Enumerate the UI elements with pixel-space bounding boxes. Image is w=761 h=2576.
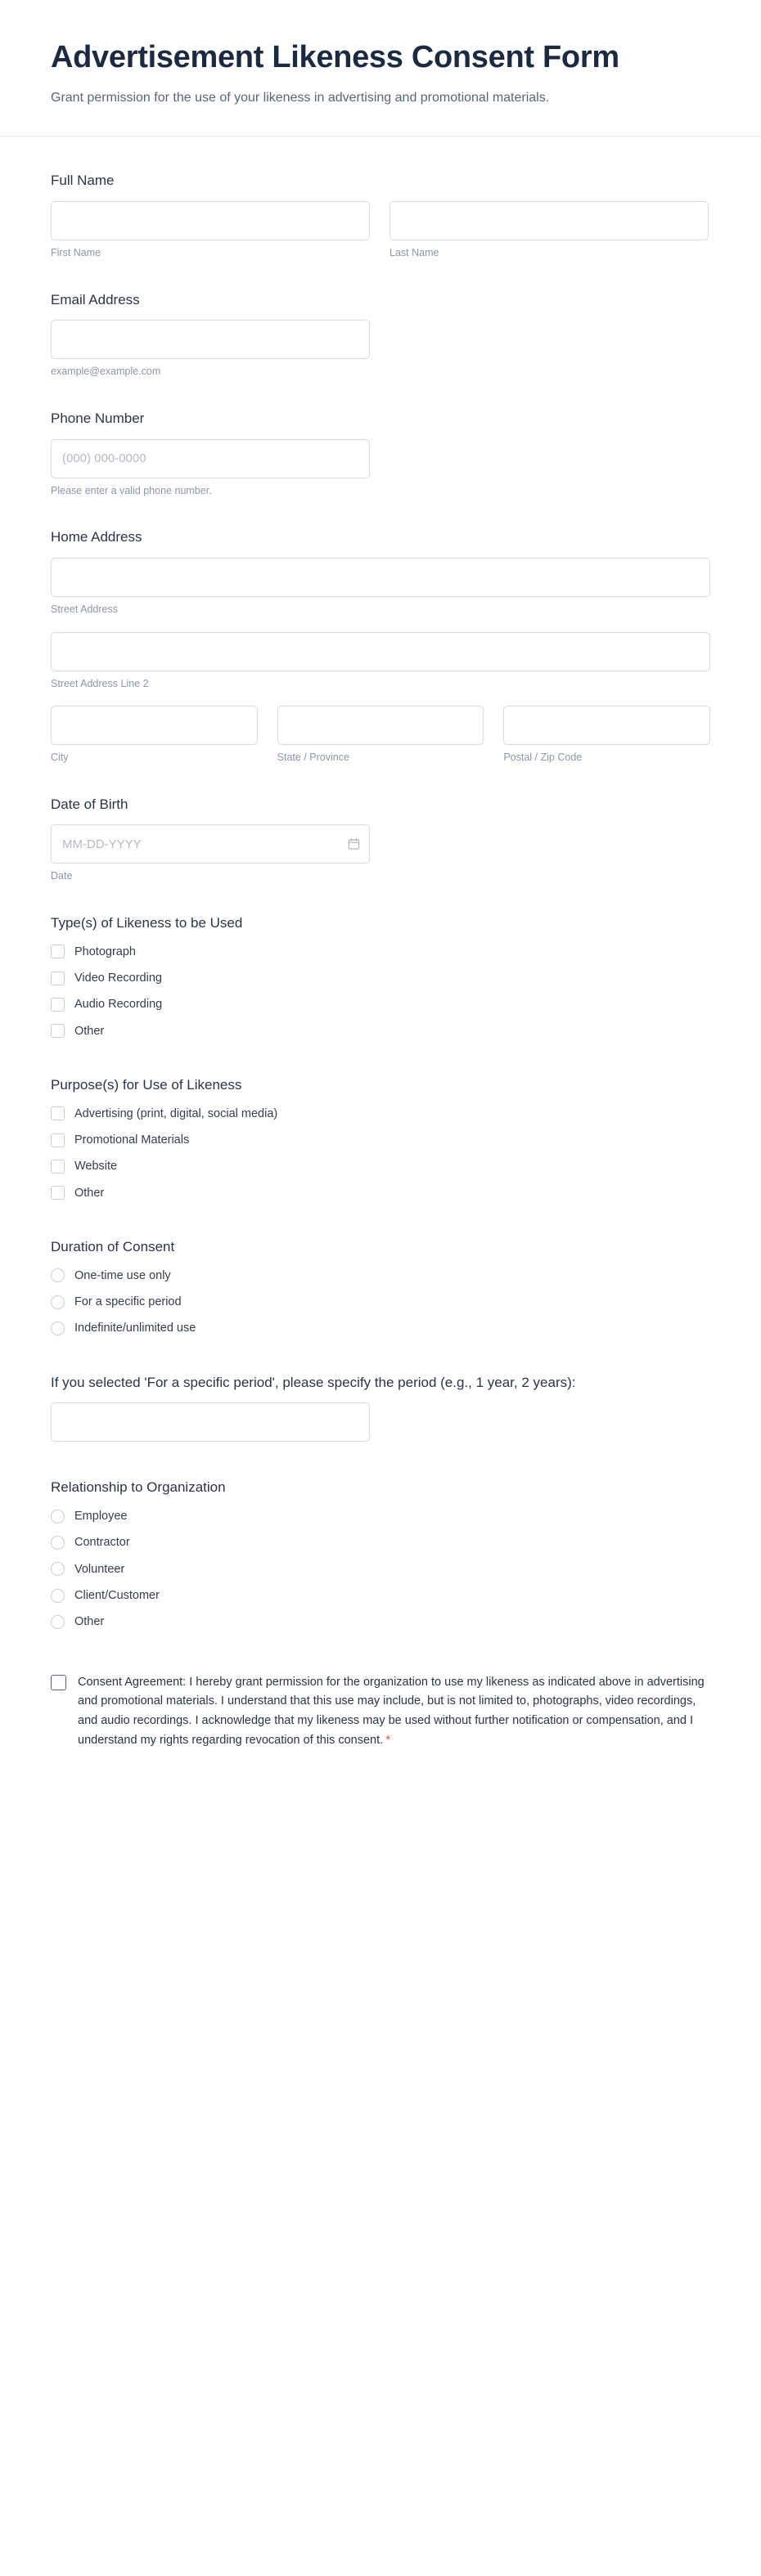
- checkbox-icon[interactable]: [51, 998, 65, 1012]
- field-email: [51, 290, 710, 379]
- checkbox-icon[interactable]: [51, 972, 65, 985]
- field-specific-period: [51, 1373, 710, 1443]
- checkbox-label: Promotional Materials: [74, 1133, 190, 1147]
- postal-group: [503, 706, 710, 765]
- last-name-sublabel: Last Name: [390, 247, 439, 259]
- email-input[interactable]: [51, 320, 370, 359]
- relationship-options: [51, 1508, 710, 1630]
- radio-icon[interactable]: [51, 1510, 65, 1524]
- checkbox-label: Advertising (print, digital, social media): [74, 1106, 278, 1120]
- checkbox-label: Video Recording: [74, 971, 162, 985]
- specific-period-input[interactable]: [51, 1402, 370, 1442]
- checkbox-icon[interactable]: [51, 1133, 65, 1147]
- radio-label: Employee: [74, 1510, 128, 1524]
- likeness-types-label: Type(s) of Likeness to be Used: [51, 914, 243, 931]
- date-of-birth-label: Date of Birth: [51, 796, 128, 812]
- radio-option-specific-period[interactable]: [51, 1294, 710, 1310]
- purposes-label: Purpose(s) for Use of Likeness: [51, 1076, 242, 1093]
- relationship-label: Relationship to Organization: [51, 1479, 226, 1496]
- radio-label: Other: [74, 1615, 105, 1629]
- radio-option-employee[interactable]: [51, 1508, 710, 1524]
- street-address-input[interactable]: [51, 558, 710, 597]
- full-name-row: [51, 201, 710, 261]
- date-of-birth-group: [51, 824, 370, 864]
- first-name-sublabel: First Name: [51, 247, 101, 259]
- last-name-group: [390, 201, 709, 261]
- checkbox-icon[interactable]: [51, 1160, 65, 1174]
- radio-label: Volunteer: [74, 1562, 125, 1576]
- field-duration: [51, 1237, 710, 1337]
- street-address-2-group: [51, 632, 710, 692]
- phone-sublabel: Please enter a valid phone number.: [51, 484, 212, 496]
- field-purposes: [51, 1075, 710, 1201]
- state-group: [277, 706, 484, 765]
- checkbox-option-other[interactable]: [51, 1023, 710, 1039]
- specific-period-group: [51, 1402, 370, 1442]
- radio-label: Contractor: [74, 1536, 130, 1550]
- phone-input[interactable]: [51, 439, 370, 478]
- checkbox-option-photograph[interactable]: [51, 944, 710, 960]
- radio-icon[interactable]: [51, 1536, 65, 1550]
- full-name-label: Full Name: [51, 173, 115, 189]
- radio-icon[interactable]: [51, 1615, 65, 1629]
- email-label: Email Address: [51, 291, 140, 307]
- radio-option-client-customer[interactable]: [51, 1587, 710, 1604]
- city-sublabel: City: [51, 752, 69, 764]
- field-relationship: [51, 1478, 710, 1630]
- calendar-icon[interactable]: [348, 838, 360, 850]
- radio-label: Indefinite/unlimited use: [74, 1322, 196, 1335]
- checkbox-option-website[interactable]: [51, 1158, 710, 1174]
- radio-option-contractor[interactable]: [51, 1534, 710, 1551]
- radio-label: One-time use only: [74, 1268, 171, 1282]
- duration-options: [51, 1268, 710, 1337]
- radio-option-relationship-other[interactable]: [51, 1613, 710, 1630]
- checkbox-label: Other: [74, 1024, 105, 1038]
- city-state-zip-row: [51, 706, 710, 765]
- checkbox-option-audio-recording[interactable]: [51, 996, 710, 1012]
- form-body: [0, 137, 761, 1799]
- home-address-label: Home Address: [51, 529, 142, 545]
- page-title: Advertisement Likeness Consent Form: [51, 40, 619, 74]
- radio-option-one-time-use[interactable]: [51, 1268, 710, 1284]
- street-address-group: [51, 558, 710, 617]
- purposes-options: [51, 1106, 710, 1201]
- street-address-sublabel: Street Address: [51, 604, 118, 616]
- first-name-input[interactable]: [51, 201, 370, 240]
- date-of-birth-input[interactable]: [51, 824, 370, 864]
- checkbox-icon[interactable]: [51, 1024, 65, 1038]
- field-likeness-types: [51, 913, 710, 1039]
- likeness-types-options: [51, 944, 710, 1039]
- radio-icon[interactable]: [51, 1589, 65, 1603]
- radio-option-indefinite-use[interactable]: [51, 1320, 710, 1336]
- city-input[interactable]: [51, 706, 258, 745]
- phone-group: [51, 439, 370, 499]
- field-full-name: [51, 171, 710, 260]
- city-group: [51, 706, 258, 765]
- first-name-group: [51, 201, 370, 261]
- radio-icon[interactable]: [51, 1295, 65, 1309]
- checkbox-option-promotional-materials[interactable]: [51, 1132, 710, 1148]
- state-province-input[interactable]: [277, 706, 484, 745]
- date-of-birth-sublabel: Date: [51, 870, 73, 882]
- checkbox-option-video-recording[interactable]: [51, 970, 710, 986]
- radio-label: Client/Customer: [74, 1589, 160, 1603]
- specific-period-label: If you selected 'For a specific period', please specify the period (e.g., 1 year, 2 years):: [51, 1374, 576, 1390]
- checkbox-label: Website: [74, 1160, 118, 1174]
- state-province-sublabel: State / Province: [277, 752, 349, 764]
- checkbox-icon[interactable]: [51, 1186, 65, 1200]
- field-home-address: [51, 527, 710, 765]
- consent-agreement-text: Consent Agreement: I hereby grant permission for the organization to use my likeness as indicated above in advertising and promotional materials. I understand that this use may include, but is not limited to, photographs, video recordings, and audio recordings. I acknowledge that my likeness may be used without further notification or compensation, and I understand my rights regarding revocation of this consent.: [78, 1675, 705, 1748]
- consent-checkbox-icon[interactable]: [51, 1675, 66, 1690]
- checkbox-option-purpose-other[interactable]: [51, 1185, 710, 1201]
- street-address-2-sublabel: Street Address Line 2: [51, 677, 149, 689]
- checkbox-label: Photograph: [74, 945, 136, 958]
- consent-agreement-text-wrap: [78, 1673, 709, 1751]
- checkbox-label: Audio Recording: [74, 998, 163, 1012]
- field-phone: [51, 409, 710, 498]
- checkbox-icon[interactable]: [51, 1106, 65, 1120]
- radio-icon[interactable]: [51, 1562, 65, 1576]
- checkbox-label: Other: [74, 1186, 105, 1200]
- email-group: [51, 320, 370, 379]
- postal-code-input[interactable]: [503, 706, 710, 745]
- radio-option-volunteer[interactable]: [51, 1561, 710, 1577]
- duration-label: Duration of Consent: [51, 1238, 175, 1254]
- field-date-of-birth: [51, 795, 710, 884]
- consent-agreement[interactable]: [51, 1673, 710, 1751]
- radio-icon[interactable]: [51, 1322, 65, 1335]
- checkbox-icon[interactable]: [51, 945, 65, 958]
- checkbox-option-advertising[interactable]: [51, 1106, 710, 1122]
- last-name-input[interactable]: [390, 201, 709, 240]
- email-sublabel: example@example.com: [51, 366, 161, 378]
- form-header: [0, 0, 761, 137]
- phone-label: Phone Number: [51, 410, 145, 426]
- street-address-2-input[interactable]: [51, 632, 710, 671]
- page-subtitle: Grant permission for the use of your likeness in advertising and promotional materials.: [51, 90, 550, 105]
- radio-label: For a specific period: [74, 1295, 182, 1308]
- postal-code-sublabel: Postal / Zip Code: [503, 752, 583, 764]
- required-marker: *: [385, 1733, 391, 1748]
- radio-icon[interactable]: [51, 1268, 65, 1282]
